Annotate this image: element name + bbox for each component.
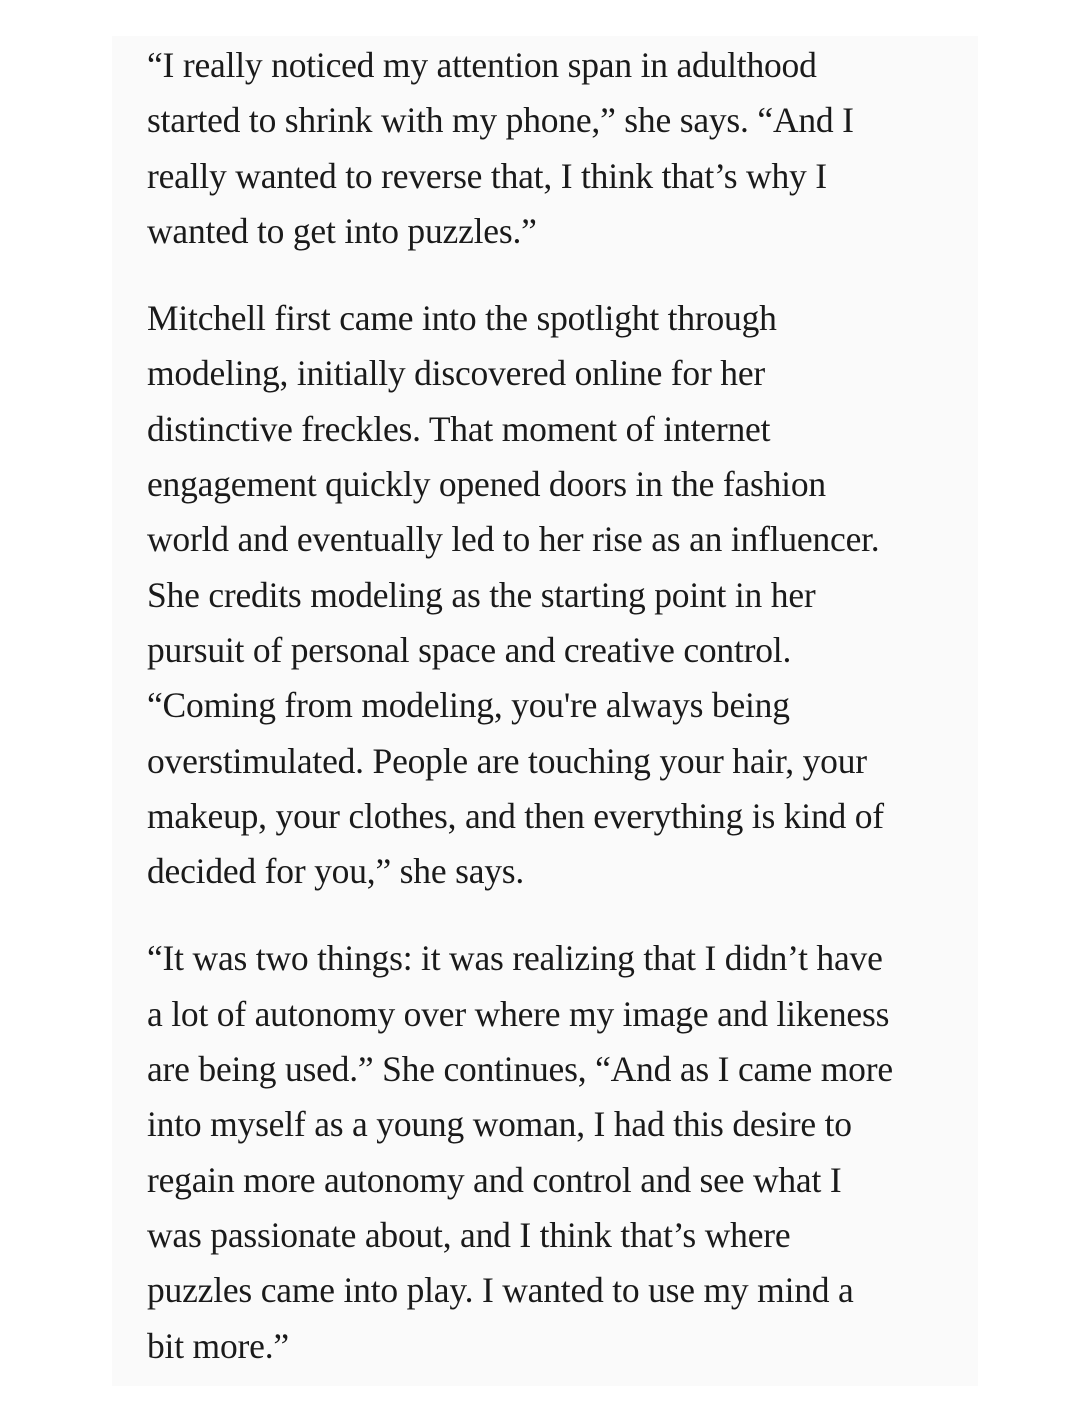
text-line: engagement quickly opened doors in the fashion	[147, 464, 826, 505]
text-line: are being used.” She continues, “And as I came more	[147, 1049, 893, 1090]
text-line: “Coming from modeling, you're always being	[147, 685, 790, 726]
article-body	[147, 38, 977, 1406]
paragraph-1	[147, 38, 977, 259]
text-line: She credits modeling as the starting point in her	[147, 574, 816, 615]
text-line: wanted to get into puzzles.”	[147, 210, 537, 251]
text-line: was passionate about, and I think that’s where	[147, 1214, 791, 1255]
text-line: started to shrink with my phone,” she says. “And I	[147, 100, 854, 141]
text-line: modeling, initially discovered online for her	[147, 353, 766, 394]
text-line: distinctive freckles. That moment of internet	[147, 408, 771, 449]
text-line: regain more autonomy and control and see what I	[147, 1159, 842, 1200]
text-line: puzzles came into play. I wanted to use my mind a	[147, 1270, 854, 1311]
text-line: Mitchell first came into the spotlight through	[147, 298, 777, 339]
text-line: decided for you,” she says.	[147, 851, 525, 892]
text-line: a lot of autonomy over where my image and likeness	[147, 993, 890, 1034]
paragraph-2	[147, 291, 977, 899]
text-line: “I really noticed my attention span in adulthood	[147, 45, 817, 85]
text-line: makeup, your clothes, and then everything is kind of	[147, 795, 884, 836]
text-line: pursuit of personal space and creative control.	[147, 629, 792, 670]
text-line: world and eventually led to her rise as an influencer.	[147, 519, 880, 560]
text-line: overstimulated. People are touching your hair, your	[147, 740, 867, 781]
text-line: into myself as a young woman, I had this desire to	[147, 1104, 852, 1145]
text-line: “It was two things: it was realizing that I didn’t have	[147, 938, 883, 979]
text-line: bit more.”	[147, 1325, 289, 1366]
paragraph-3	[147, 931, 977, 1373]
text-line: really wanted to reverse that, I think that’s why I	[147, 155, 827, 196]
